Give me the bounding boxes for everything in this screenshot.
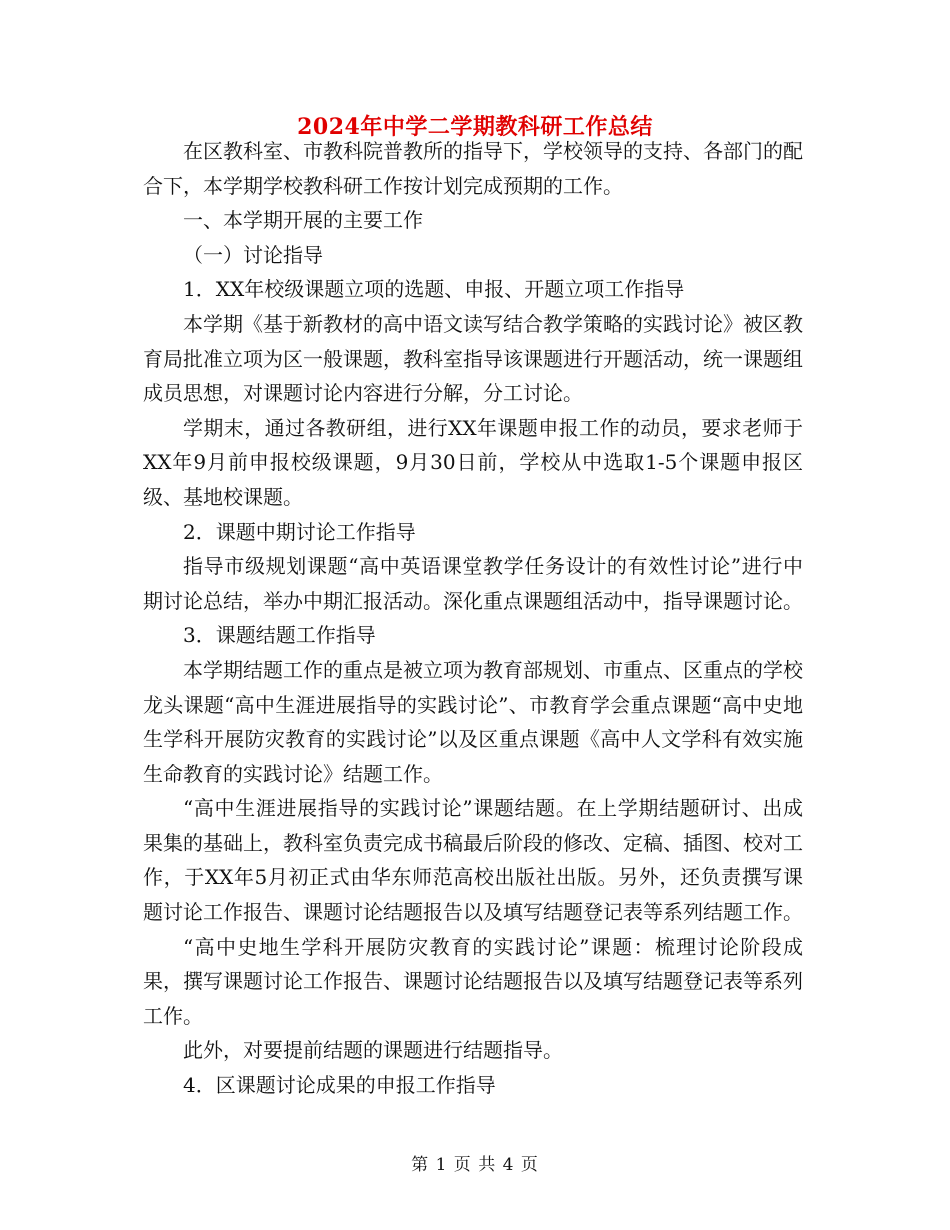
paragraph-item-3-b: “高中生涯进展指导的实践讨论”课题结题。在上学期结题研讨、出成果集的基础上，教科室负责完成书稿最后阶段的修改、定稿、插图、校对工作，于XX年5月初正式由华东师范高校出版社出版。另外，还负责撰写课题讨论工作报告、课题讨论结题报告以及填写结题登记表等系列结题工作。 [143, 796, 803, 925]
paragraph-item-3-d: 此外，对要提前结题的课题进行结题指导。 [183, 1038, 563, 1063]
paragraph-item-2: 指导市级规划课题“高中英语课堂教学任务设计的有效性讨论”进行中期讨论总结，举办中期汇报活动。深化重点课题组活动中，指导课题讨论。 [143, 554, 803, 613]
document-title: 2024年中学二学期教科研工作总结 [297, 114, 653, 140]
item-heading-4: 4．区课题讨论成果的申报工作指导 [183, 1073, 496, 1098]
page-indicator: 第 1 页 共 4 页 [411, 1155, 539, 1175]
item-heading-2: 2．课题中期讨论工作指导 [183, 519, 416, 544]
item-heading-3: 3．课题结题工作指导 [183, 623, 376, 648]
document-body [143, 134, 803, 1103]
item-heading-1: 1．XX年校级课题立项的选题、申报、开题立项工作指导 [183, 277, 685, 302]
section-heading-main-work: 一、本学期开展的主要工作 [183, 208, 423, 233]
paragraph-item-3-c: “高中史地生学科开展防灾教育的实践讨论”课题：梳理讨论阶段成果，撰写课题讨论工作报告、课题讨论结题报告以及填写结题登记表等系列工作。 [143, 934, 803, 1028]
subsection-heading-guidance: （一）讨论指导 [183, 242, 323, 267]
paragraph-item-1-b: 学期末，通过各教研组，进行XX年课题申报工作的动员，要求老师于XX年9月前申报校级课题，9月30日前，学校从中选取1-5个课题申报区级、基地校课题。 [143, 415, 803, 509]
paragraph-item-1-a: 本学期《基于新教材的高中语文读写结合教学策略的实践讨论》被区教育局批准立项为区一般课题，教科室指导该课题进行开题活动，统一课题组成员思想，对课题讨论内容进行分解，分工讨论。 [143, 311, 803, 406]
paragraph-item-3-a: 本学期结题工作的重点是被立项为教育部规划、市重点、区重点的学校龙头课题“高中生涯进展指导的实践讨论”、市教育学会重点课题“高中史地生学科开展防灾教育的实践讨论”以及区重点课题《高中人文学科有效实施生命教育的实践讨论》结题工作。 [143, 657, 803, 786]
paragraph-intro: 在区教科室、市教科院普教所的指导下，学校领导的支持、各部门的配合下，本学期学校教科研工作按计划完成预期的工作。 [143, 139, 803, 198]
